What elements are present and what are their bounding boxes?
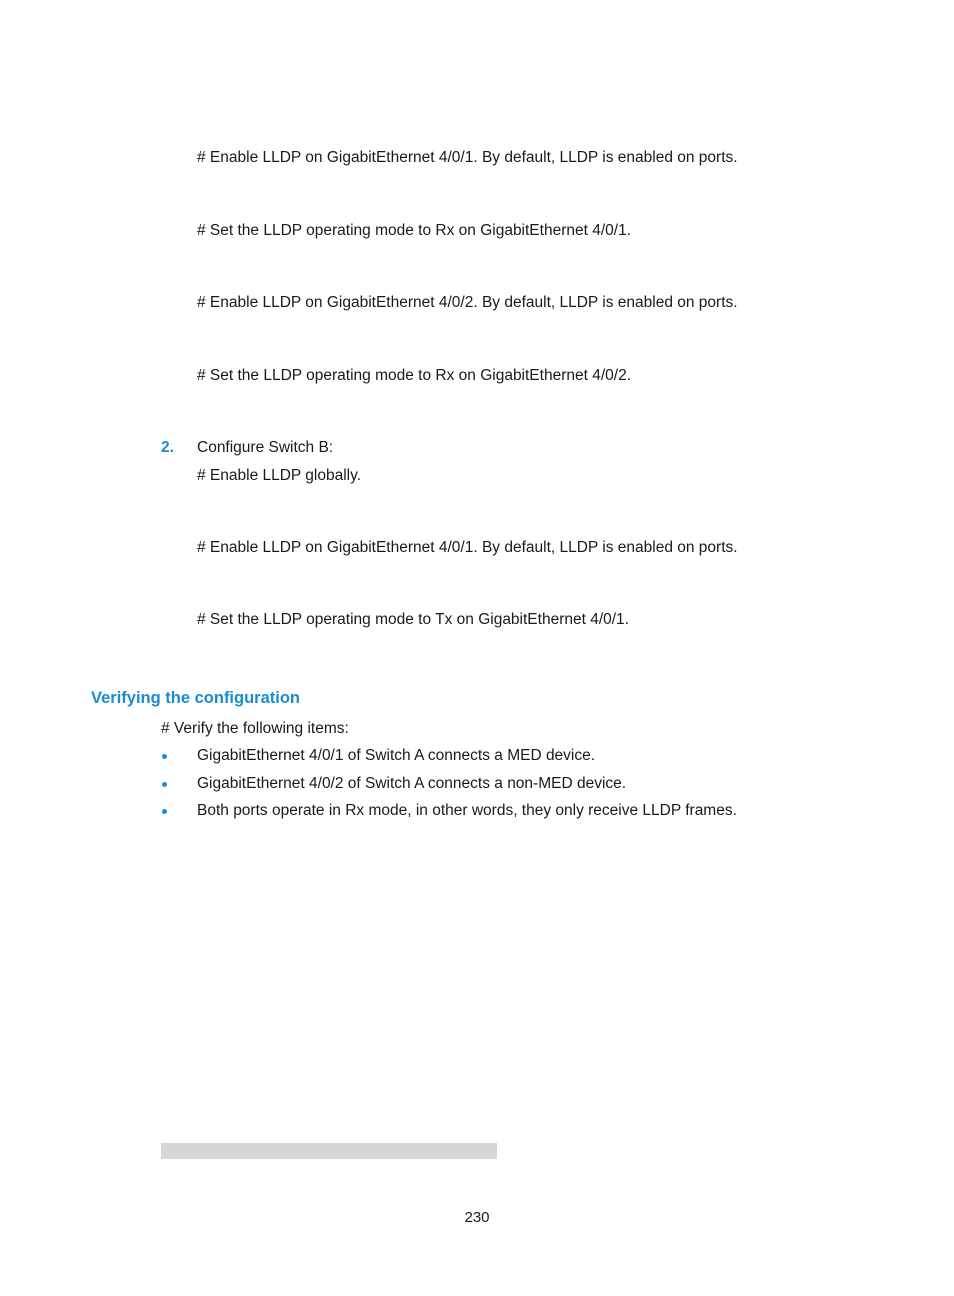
footer-bar xyxy=(161,1143,497,1159)
step1-enable-lldp-ge401: # Enable LLDP on GigabitEthernet 4/0/1. By default, LLDP is enabled on ports. xyxy=(197,149,738,166)
bullet-icon xyxy=(162,809,167,814)
verify-item: GigabitEthernet 4/0/1 of Switch A connects a MED device. xyxy=(197,747,596,764)
verify-item: GigabitEthernet 4/0/2 of Switch A connects a non-MED device. xyxy=(197,775,627,792)
step2-title: Configure Switch B: xyxy=(197,439,334,456)
step1-enable-lldp-ge402: # Enable LLDP on GigabitEthernet 4/0/2. By default, LLDP is enabled on ports. xyxy=(197,294,738,311)
verify-item: Both ports operate in Rx mode, in other words, they only receive LLDP frames. xyxy=(197,802,737,819)
bullet-icon xyxy=(162,754,167,759)
step2-set-tx-ge401: # Set the LLDP operating mode to Tx on GigabitEthernet 4/0/1. xyxy=(197,611,629,628)
step2-number: 2. xyxy=(161,439,174,456)
step2-enable-lldp-globally: # Enable LLDP globally. xyxy=(197,467,362,484)
verify-intro: # Verify the following items: xyxy=(161,720,349,737)
page-number: 230 xyxy=(464,1209,490,1226)
section-heading-verifying: Verifying the configuration xyxy=(91,689,301,707)
bullet-icon xyxy=(162,782,167,787)
step1-set-rx-ge402: # Set the LLDP operating mode to Rx on GigabitEthernet 4/0/2. xyxy=(197,367,631,384)
step2-enable-lldp-ge401: # Enable LLDP on GigabitEthernet 4/0/1. By default, LLDP is enabled on ports. xyxy=(197,539,738,556)
step1-set-rx-ge401: # Set the LLDP operating mode to Rx on GigabitEthernet 4/0/1. xyxy=(197,222,631,239)
